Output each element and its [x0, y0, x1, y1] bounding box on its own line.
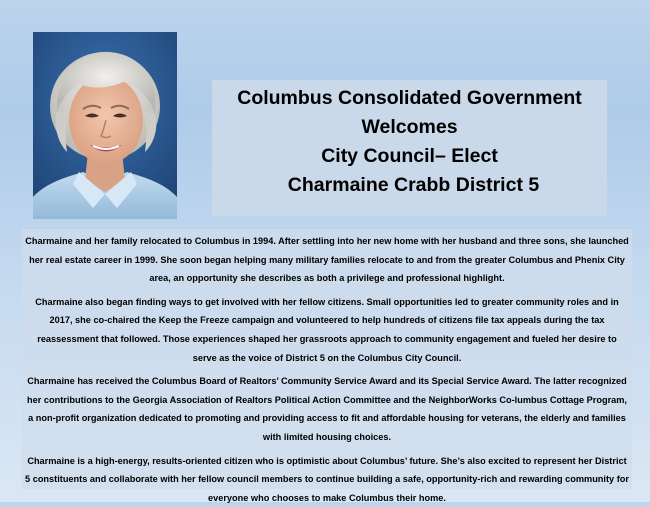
- portrait-photo-icon: [33, 32, 177, 219]
- headline-line-1: Columbus Consolidated Government: [237, 87, 582, 109]
- bio-paragraph-1: Charmaine and her family relocated to Columbus in 1994. After settling into her new home with her husband and three sons, she launched her real estate career in 1999. She soon began helping many military families relocate to and from the greater Columbus and Phenix City area, an opportunity she describes as both a privilege and professional highlight.: [25, 236, 629, 284]
- portrait-photo: [33, 32, 177, 219]
- bio-paragraph-3: Charmaine has received the Columbus Board of Realtors’ Community Service Award and its Special Service Award. The latter recognized her contributions to the Georgia Association of Realtors Political Action Committee and the NeighborWorks Co-lumbus Cottage Program, a non-profit organization dedicated to promoting and providing access to fit and affordable housing for veterans, the elderly and families with limited housing choices.: [27, 376, 627, 442]
- headline-box: [212, 80, 607, 216]
- bio-paragraph-4: Charmaine is a high-energy, results-oriented citizen who is optimistic about Columbus’ future. She’s also excited to represent her District 5 constituents and collaborate with her fellow council members to continue building a safe, opportunity-rich and rewarding community for everyone who chooses to make Columbus their home.: [25, 455, 629, 503]
- headline-line-3: City Council– Elect: [321, 145, 498, 167]
- bio-paragraph-2: Charmaine also began finding ways to get involved with her fellow citizens. Small opportunities led to greater community roles and in 2017, she co-chaired the Keep the Freeze campaign and volunteered to help hundreds of citizens file tax appeals during the tax reassessment that followed. Those experiences shaped her grassroots approach to community engagement and fueled her desire to serve as the voice of District 5 on the Columbus City Council.: [35, 296, 619, 363]
- headline-line-2: Welcomes: [361, 116, 458, 138]
- bio-text-box: [22, 229, 632, 503]
- headline-line-4: Charmaine Crabb District 5: [287, 174, 540, 196]
